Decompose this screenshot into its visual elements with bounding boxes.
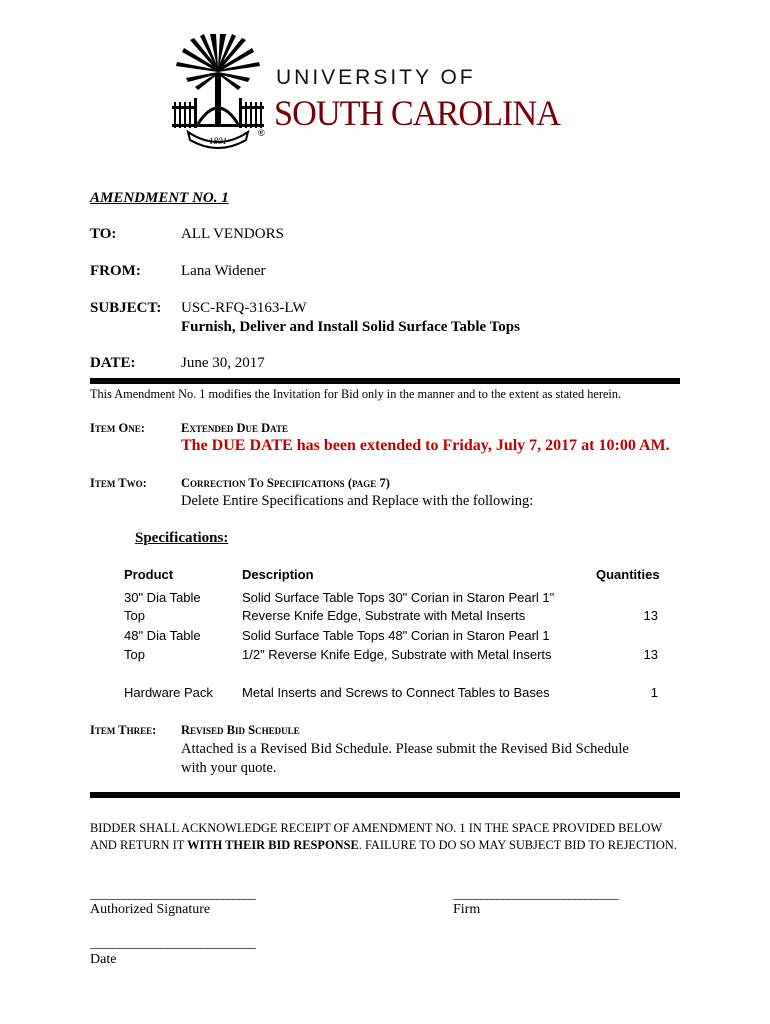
row1-product-l1: 30" Dia Table (124, 590, 201, 605)
date-line[interactable]: ______________________________ (90, 935, 255, 950)
row1-product-l2: Top (124, 608, 145, 623)
item-two-heading: Correction To Specifications (page 7) (181, 476, 390, 490)
item-three-heading: Revised Bid Schedule (181, 723, 300, 737)
subject-label: SUBJECT: (90, 300, 162, 316)
university-seal-logo (170, 32, 266, 152)
row3-desc: Metal Inserts and Screws to Connect Tables to Bases (242, 685, 550, 700)
specifications-title: Specifications: (135, 530, 229, 546)
divider-rule (90, 378, 680, 384)
authorized-signature-label: Authorized Signature (90, 902, 211, 917)
amendment-title: AMENDMENT NO. 1 (90, 190, 229, 206)
seal-year: 1801 (209, 136, 227, 146)
firm-line[interactable]: ______________________________ (453, 886, 618, 901)
from-label: FROM: (90, 263, 141, 279)
row2-product-l1: 48" Dia Table (124, 628, 201, 643)
firm-label: Firm (453, 902, 481, 917)
subject-line2: Furnish, Deliver and Install Solid Surface Table Tops (181, 319, 520, 335)
row1-qty: 13 (643, 608, 658, 623)
row3-qty: 1 (650, 685, 658, 700)
product-header: Product (124, 567, 174, 582)
row1-desc-l1: Solid Surface Table Tops 30" Corian in Staron Pearl 1" (242, 590, 555, 605)
item-one-heading: Extended Due Date (181, 421, 288, 435)
date-label: DATE: (90, 355, 136, 371)
item-one-label: Item One: (90, 421, 145, 435)
from-value: Lana Widener (181, 263, 266, 279)
acknowledgement-text (90, 820, 690, 853)
registered-mark: ® (258, 128, 265, 138)
ack-part2: WITH THEIR BID RESPONSE (187, 837, 359, 852)
divider-rule-bottom (90, 792, 680, 798)
row2-qty: 13 (643, 647, 658, 662)
row2-desc-l2: 1/2" Reverse Knife Edge, Substrate with Metal Inserts (242, 647, 552, 662)
south-carolina-wordmark: SOUTH CAROLINA (274, 93, 560, 133)
authorized-signature-line[interactable]: ______________________________ (90, 886, 255, 901)
date-signature-label: Date (90, 952, 117, 967)
intro-text: This Amendment No. 1 modifies the Invitation for Bid only in the manner and to the extent as stated herein. (90, 387, 622, 401)
item-three-line2: with your quote. (181, 760, 277, 776)
item-two-text: Delete Entire Specifications and Replace with the following: (181, 493, 534, 509)
to-value: ALL VENDORS (181, 226, 284, 242)
description-header: Description (242, 567, 314, 582)
row2-desc-l1: Solid Surface Table Tops 48" Corian in Staron Pearl 1 (242, 628, 550, 643)
item-three-label: Item Three: (90, 723, 157, 737)
due-date-notice: The DUE DATE has been extended to Friday, July 7, 2017 at 10:00 AM. (181, 437, 670, 454)
item-three-line1: Attached is a Revised Bid Schedule. Please submit the Revised Bid Schedule (181, 741, 629, 757)
university-of-wordmark: UNIVERSITY OF (276, 66, 476, 89)
quantities-header: Quantities (596, 567, 660, 582)
row2-product-l2: Top (124, 647, 145, 662)
item-two-label: Item Two: (90, 476, 147, 490)
date-value: June 30, 2017 (181, 355, 265, 371)
ack-part1: BIDDER SHALL ACKNOWLEDGE RECEIPT OF AMENDMENT NO. 1 IN THE SPACE PROVIDED BELOW AND RETURN IT (90, 821, 662, 852)
subject-line1: USC-RFQ-3163-LW (181, 300, 307, 316)
to-label: TO: (90, 226, 117, 242)
row3-product: Hardware Pack (124, 685, 213, 700)
ack-part3: . FAILURE TO DO SO MAY SUBJECT BID TO REJECTION. (358, 837, 677, 852)
row1-desc-l2: Reverse Knife Edge, Substrate with Metal Inserts (242, 608, 526, 623)
